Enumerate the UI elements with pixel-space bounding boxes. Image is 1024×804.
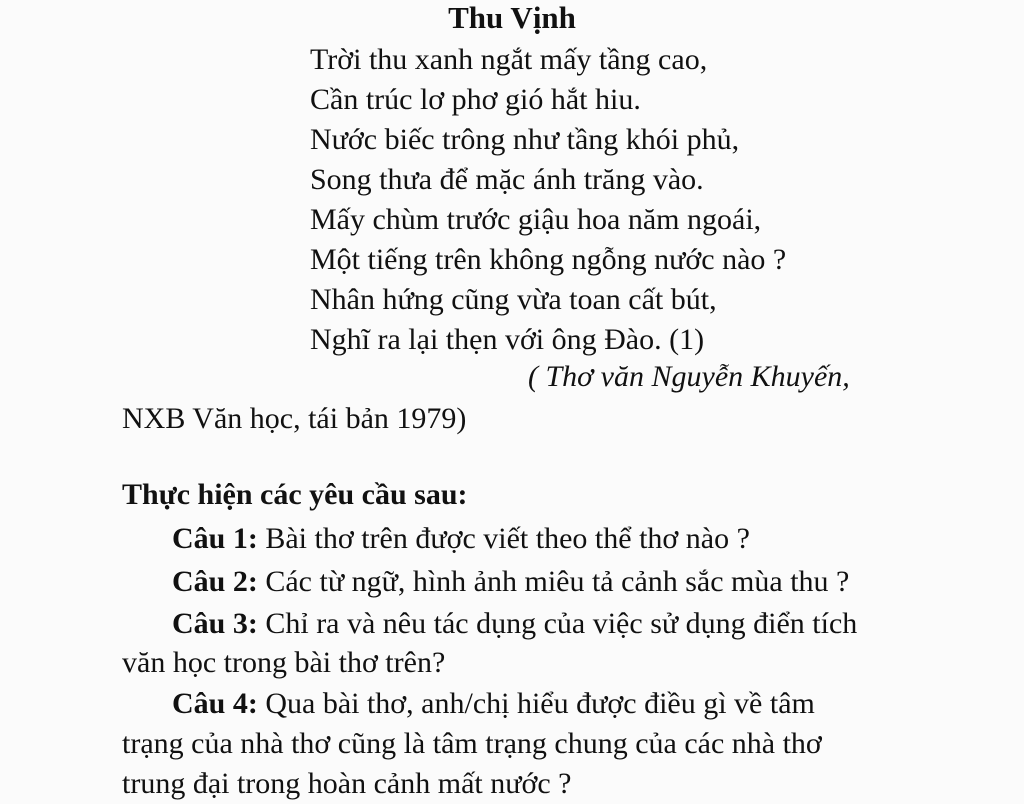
poem-body bbox=[310, 40, 786, 360]
poem-line: Nước biếc trông như tầng khói phủ, bbox=[310, 123, 740, 156]
question-2-label: Câu 2: bbox=[172, 565, 258, 598]
question-2-text: Các từ ngữ, hình ảnh miêu tả cảnh sắc mùa thu ? bbox=[257, 565, 850, 598]
poem-line: Nhân hứng cũng vừa toan cất bút, bbox=[310, 283, 717, 316]
question-2 bbox=[172, 562, 849, 602]
poem-line: Mấy chùm trước giậu hoa năm ngoái, bbox=[310, 203, 762, 236]
source-citation-line1: ( Thơ văn Nguyễn Khuyến, bbox=[528, 360, 850, 393]
question-3-text: Chỉ ra và nêu tác dụng của việc sử dụng điển tích bbox=[257, 607, 858, 640]
question-1 bbox=[172, 519, 750, 559]
question-3-label: Câu 3: bbox=[172, 607, 258, 640]
question-4-text: Qua bài thơ, anh/chị hiểu được điều gì về tâm bbox=[257, 687, 815, 720]
question-4-continued-2: trung đại trong hoàn cảnh mất nước ? bbox=[122, 767, 572, 800]
poem-line: Một tiếng trên không ngỗng nước nào ? bbox=[310, 243, 787, 276]
question-4-label: Câu 4: bbox=[172, 687, 258, 720]
poem-line: Trời thu xanh ngắt mấy tầng cao, bbox=[310, 43, 708, 76]
source-citation-line2: NXB Văn học, tái bản 1979) bbox=[122, 402, 467, 435]
poem-line: Cần trúc lơ phơ gió hắt hiu. bbox=[310, 83, 641, 116]
tasks-heading: Thực hiện các yêu cầu sau: bbox=[122, 478, 468, 511]
question-1-label: Câu 1: bbox=[172, 522, 258, 555]
question-4 bbox=[172, 684, 815, 724]
question-3 bbox=[172, 604, 857, 644]
poem-line: Nghĩ ra lại thẹn với ông Đào. (1) bbox=[310, 323, 705, 356]
poem-line: Song thưa để mặc ánh trăng vào. bbox=[310, 163, 704, 196]
question-1-text: Bài thơ trên được viết theo thể thơ nào ? bbox=[257, 522, 750, 555]
question-3-continued: văn học trong bài thơ trên? bbox=[122, 646, 446, 679]
poem-title: Thu Vịnh bbox=[448, 0, 576, 35]
question-4-continued-1: trạng của nhà thơ cũng là tâm trạng chung của các nhà thơ bbox=[122, 727, 822, 760]
